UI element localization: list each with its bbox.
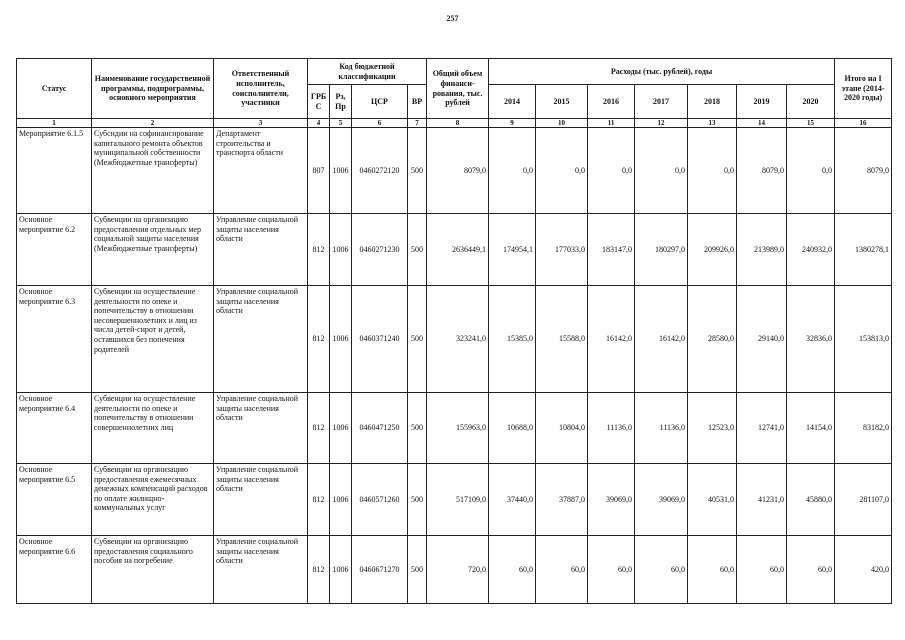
row-year-value: 40531,0 <box>688 464 737 536</box>
row-executor: Управление социальной защиты населения области <box>214 214 308 286</box>
header-vr: ВР <box>408 85 427 119</box>
column-number: 6 <box>352 119 408 128</box>
row-year-value: 45880,0 <box>787 464 835 536</box>
row-name: Субвенции на организацию предоставления ежемесячных денежных компенсаций расходов по оплате жилищно-коммунальных услуг <box>92 464 214 536</box>
row-vr: 500 <box>408 536 427 604</box>
row-vr: 500 <box>408 393 427 464</box>
row-name: Субвенции на организацию предоставления социального пособия на погребение <box>92 536 214 604</box>
header-name: Наименование государственной программы, подпрограммы, основного мероприятия <box>92 59 214 119</box>
row-year-value: 0,0 <box>588 128 635 214</box>
row-year-value: 15588,0 <box>536 286 588 393</box>
row-year-value: 0,0 <box>787 128 835 214</box>
row-name: Субвенции на осуществление деятельности по опеке и попечительству в отношении несовершеннолетних и лиц из числа детей-сирот и детей, оставшихся без попечения родителей <box>92 286 214 393</box>
row-year-value: 14154,0 <box>787 393 835 464</box>
row-itogo: 153813,0 <box>835 286 892 393</box>
row-year-value: 60,0 <box>489 536 536 604</box>
row-itogo: 8079,0 <box>835 128 892 214</box>
row-year-value: 11136,0 <box>635 393 688 464</box>
row-year-value: 29140,0 <box>737 286 787 393</box>
row-grbs: 807 <box>308 128 330 214</box>
row-year-value: 0,0 <box>688 128 737 214</box>
row-year-value: 8079,0 <box>737 128 787 214</box>
row-itogo: 1380278,1 <box>835 214 892 286</box>
column-number: 10 <box>536 119 588 128</box>
row-executor: Управление социальной защиты населения области <box>214 536 308 604</box>
row-vr: 500 <box>408 464 427 536</box>
column-number: 3 <box>214 119 308 128</box>
row-year-value: 39069,0 <box>588 464 635 536</box>
header-total-volume: Общий объем финанси-рования, тыс. рублей <box>427 59 489 119</box>
header-rzpr: Рз, Пр <box>330 85 352 119</box>
header-year: 2020 <box>787 85 835 119</box>
header-year: 2014 <box>489 85 536 119</box>
column-number-row <box>17 119 892 128</box>
row-year-value: 15385,0 <box>489 286 536 393</box>
header-year: 2017 <box>635 85 688 119</box>
row-grbs: 812 <box>308 464 330 536</box>
budget-table <box>16 58 892 604</box>
header-executor: Ответственный исполнитель, соисполнители, участники <box>214 59 308 119</box>
row-name: Субвенции на организацию предоставления отдельных мер социальной защиты населения (Межбюджетные трансферты) <box>92 214 214 286</box>
column-number: 14 <box>737 119 787 128</box>
header-budget-code: Код бюджетной классификации <box>308 59 427 85</box>
row-csr: 0460272120 <box>352 128 408 214</box>
row-status: Основное мероприятие 6.4 <box>17 393 92 464</box>
column-number: 5 <box>330 119 352 128</box>
row-vr: 500 <box>408 286 427 393</box>
row-total: 323241,0 <box>427 286 489 393</box>
row-csr: 0460271230 <box>352 214 408 286</box>
row-year-value: 177033,0 <box>536 214 588 286</box>
column-number: 12 <box>635 119 688 128</box>
row-itogo: 420,0 <box>835 536 892 604</box>
row-year-value: 32836,0 <box>787 286 835 393</box>
row-total: 155963,0 <box>427 393 489 464</box>
row-csr: 0460371240 <box>352 286 408 393</box>
column-number: 2 <box>92 119 214 128</box>
row-rzpr: 1006 <box>330 286 352 393</box>
table-row <box>17 464 892 536</box>
row-grbs: 812 <box>308 214 330 286</box>
row-status: Основное мероприятие 6.3 <box>17 286 92 393</box>
row-year-value: 28580,0 <box>688 286 737 393</box>
header-grbs: ГРБ С <box>308 85 330 119</box>
column-number: 7 <box>408 119 427 128</box>
table-row <box>17 536 892 604</box>
row-total: 2636449,1 <box>427 214 489 286</box>
row-status: Основное мероприятие 6.5 <box>17 464 92 536</box>
row-grbs: 812 <box>308 286 330 393</box>
column-number: 16 <box>835 119 892 128</box>
row-year-value: 0,0 <box>536 128 588 214</box>
row-year-value: 174954,1 <box>489 214 536 286</box>
page-number: 257 <box>446 14 459 23</box>
table-row <box>17 393 892 464</box>
column-number: 15 <box>787 119 835 128</box>
row-rzpr: 1006 <box>330 536 352 604</box>
column-number: 11 <box>588 119 635 128</box>
column-number: 4 <box>308 119 330 128</box>
row-executor: Управление социальной защиты населения области <box>214 286 308 393</box>
row-itogo: 281107,0 <box>835 464 892 536</box>
row-year-value: 12741,0 <box>737 393 787 464</box>
row-year-value: 183147,0 <box>588 214 635 286</box>
row-csr: 0460671270 <box>352 536 408 604</box>
table-row <box>17 128 892 214</box>
row-year-value: 0,0 <box>635 128 688 214</box>
row-year-value: 60,0 <box>635 536 688 604</box>
row-year-value: 37887,0 <box>536 464 588 536</box>
row-itogo: 83182,0 <box>835 393 892 464</box>
row-total: 720,0 <box>427 536 489 604</box>
row-year-value: 10804,0 <box>536 393 588 464</box>
row-year-value: 60,0 <box>536 536 588 604</box>
row-grbs: 812 <box>308 536 330 604</box>
row-vr: 500 <box>408 128 427 214</box>
row-total: 517109,0 <box>427 464 489 536</box>
header-csr: ЦСР <box>352 85 408 119</box>
row-year-value: 240932,0 <box>787 214 835 286</box>
row-vr: 500 <box>408 214 427 286</box>
row-year-value: 12523,0 <box>688 393 737 464</box>
row-total: 8079,0 <box>427 128 489 214</box>
column-number: 8 <box>427 119 489 128</box>
header-itogo: Итого на I этапе (2014-2020 годы) <box>835 59 892 119</box>
column-number: 1 <box>17 119 92 128</box>
row-executor: Департамент строительства и транспорта области <box>214 128 308 214</box>
row-year-value: 16142,0 <box>588 286 635 393</box>
header-expenses: Расходы (тыс. рублей), годы <box>489 59 835 85</box>
row-year-value: 209926,0 <box>688 214 737 286</box>
row-year-value: 41231,0 <box>737 464 787 536</box>
row-status: Мероприятие 6.1.5 <box>17 128 92 214</box>
row-name: Субвенции на осуществление деятельности по опеке и попечительству в отношении совершеннолетних лиц <box>92 393 214 464</box>
row-year-value: 60,0 <box>688 536 737 604</box>
header-status: Статус <box>17 59 92 119</box>
row-year-value: 10688,0 <box>489 393 536 464</box>
column-number: 9 <box>489 119 536 128</box>
table-row <box>17 214 892 286</box>
row-year-value: 11136,0 <box>588 393 635 464</box>
row-year-value: 60,0 <box>787 536 835 604</box>
row-rzpr: 1006 <box>330 214 352 286</box>
header-year: 2018 <box>688 85 737 119</box>
row-year-value: 39069,0 <box>635 464 688 536</box>
row-grbs: 812 <box>308 393 330 464</box>
row-name: Субсидии на софинансирование капитального ремонта объектов муниципальной собственности (Межбюджетные трансферты) <box>92 128 214 214</box>
row-status: Основное мероприятие 6.2 <box>17 214 92 286</box>
row-year-value: 16142,0 <box>635 286 688 393</box>
row-csr: 0460471250 <box>352 393 408 464</box>
header-year: 2016 <box>588 85 635 119</box>
row-rzpr: 1006 <box>330 464 352 536</box>
row-year-value: 0,0 <box>489 128 536 214</box>
row-year-value: 213989,0 <box>737 214 787 286</box>
row-status: Основное мероприятие 6.6 <box>17 536 92 604</box>
header-year: 2015 <box>536 85 588 119</box>
row-year-value: 60,0 <box>588 536 635 604</box>
column-number: 13 <box>688 119 737 128</box>
row-executor: Управление социальной защиты населения области <box>214 393 308 464</box>
row-rzpr: 1006 <box>330 393 352 464</box>
row-year-value: 180297,0 <box>635 214 688 286</box>
header-year: 2019 <box>737 85 787 119</box>
row-executor: Управление социальной защиты населения области <box>214 464 308 536</box>
row-year-value: 37440,0 <box>489 464 536 536</box>
row-rzpr: 1006 <box>330 128 352 214</box>
row-year-value: 60,0 <box>737 536 787 604</box>
row-csr: 0460571260 <box>352 464 408 536</box>
table-row <box>17 286 892 393</box>
